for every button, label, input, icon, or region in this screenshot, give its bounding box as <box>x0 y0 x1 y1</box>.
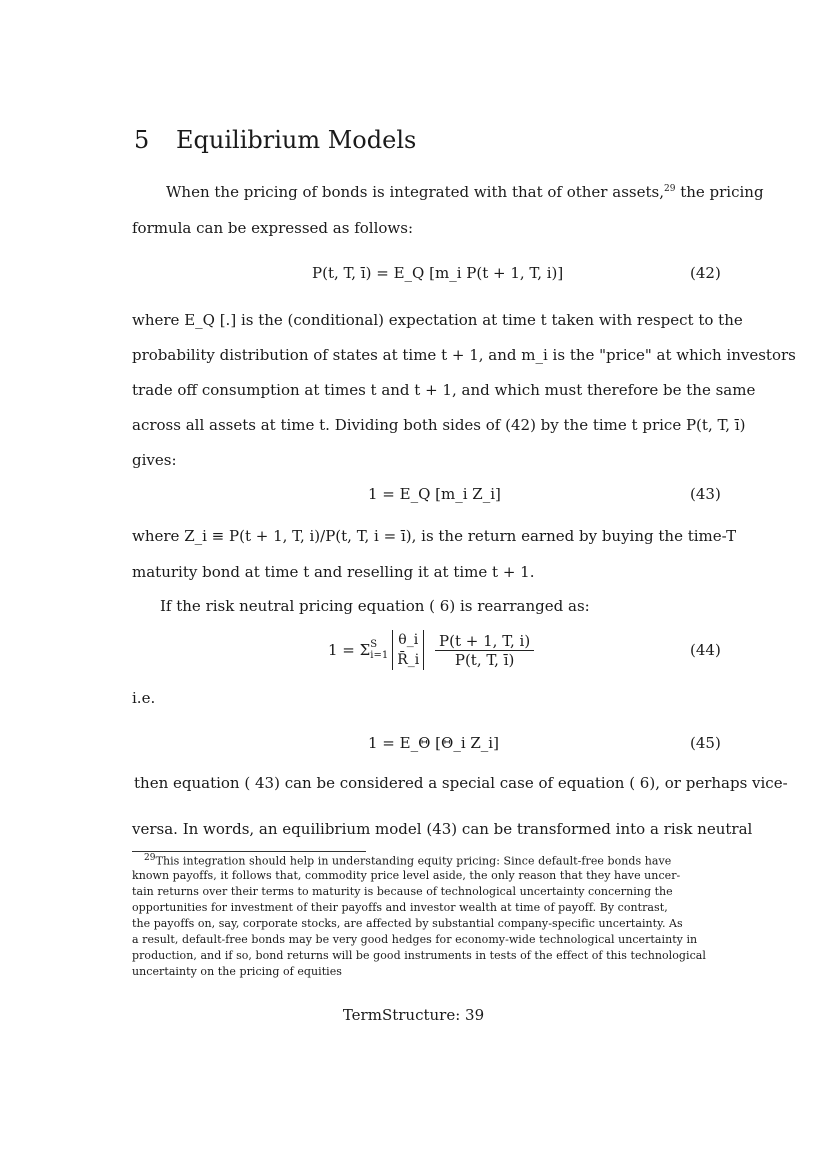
footnote-marker: 29 <box>663 184 676 194</box>
footnote-rule <box>132 851 366 852</box>
footnote-line: known payoffs, it follows that, commodity price level aside, the only reason that they have uncer- <box>132 869 681 882</box>
equation-44: 1 = Σ S i=1 θ_i R̄_i $\frac{P(t + 1, T, i)}{P(t, T, ī)}$ <box>328 630 534 670</box>
paragraph-line: If the risk neutral pricing equation ( 6) is rearranged as: <box>160 597 590 615</box>
footnote-line: uncertainty on the pricing of equities <box>132 965 342 978</box>
footnote-line: $^{29}$This integration should help in understanding equity pricing: Since default-free bonds have <box>144 853 672 868</box>
section-number: 5 <box>134 126 150 154</box>
paragraph-line: across all assets at time t. Dividing both sides of (42) by the time t price P(t, T, ī) <box>132 416 746 434</box>
footnote-line: the payoffs on, say, corporate stocks, are affected by substantial company-specific uncertainty. As <box>132 917 683 930</box>
footnote-line: tain returns over their terms to maturity is because of technological uncertainty concerning the <box>132 885 673 898</box>
paragraph-line: versa. In words, an equilibrium model (43) can be transformed into a risk neutral <box>132 820 753 838</box>
theta-r-bracket: θ_i R̄_i <box>392 630 424 670</box>
paragraph-line: where Z_i ≡ P(t + 1, T, i)/P(t, T, i = ī), is the return earned by buying the time-T <box>132 527 737 545</box>
equation-45: 1 = E_Θ [Θ_i Z_i] <box>368 734 499 752</box>
paragraph-line: then equation ( 43) can be considered a special case of equation ( 6), or perhaps vice- <box>134 774 788 792</box>
paragraph-line: trade off consumption at times t and t + 1, and which must therefore be the same <box>132 381 756 399</box>
price-ratio-fraction: $\frac{P(t + 1, T, i)}{P(t, T, ī)}$ <box>435 632 534 669</box>
equation-number: (45) <box>690 734 721 752</box>
paragraph-line: where E_Q [.] is the (conditional) expectation at time t taken with respect to the <box>132 311 743 329</box>
equation-number: (42) <box>690 264 721 282</box>
footnote-line: a result, default-free bonds may be very good hedges for economy-wide technological uncertainty in <box>132 933 698 946</box>
equation-number: (43) <box>690 485 721 503</box>
paragraph-line: i.e. <box>132 689 156 707</box>
equation-42: P(t, T, ī) = E_Q [m_i P(t + 1, T, i)] <box>312 264 564 282</box>
paragraph-line: When the pricing of bonds is integrated with that of other assets,$^{29}$ the pricing <box>166 183 764 201</box>
paragraph-line: probability distribution of states at time t + 1, and m_i is the "price" at which investors <box>132 346 796 364</box>
paragraph-line: formula can be expressed as follows: <box>132 219 414 237</box>
equation-43: 1 = E_Q [m_i Z_i] <box>368 485 501 503</box>
page-footer: TermStructure: 39 <box>342 1006 485 1024</box>
equation-number: (44) <box>690 641 721 659</box>
paragraph-line: maturity bond at time t and reselling it at time t + 1. <box>132 563 535 581</box>
footnote-line: production, and if so, bond returns will be good instruments in tests of the effect of this technological <box>132 949 706 962</box>
section-title: Equilibrium Models <box>176 126 417 154</box>
paragraph-line: gives: <box>132 451 177 469</box>
footnote-line: opportunities for investment of their payoffs and investor wealth at time of payoff. By contrast, <box>132 901 668 914</box>
